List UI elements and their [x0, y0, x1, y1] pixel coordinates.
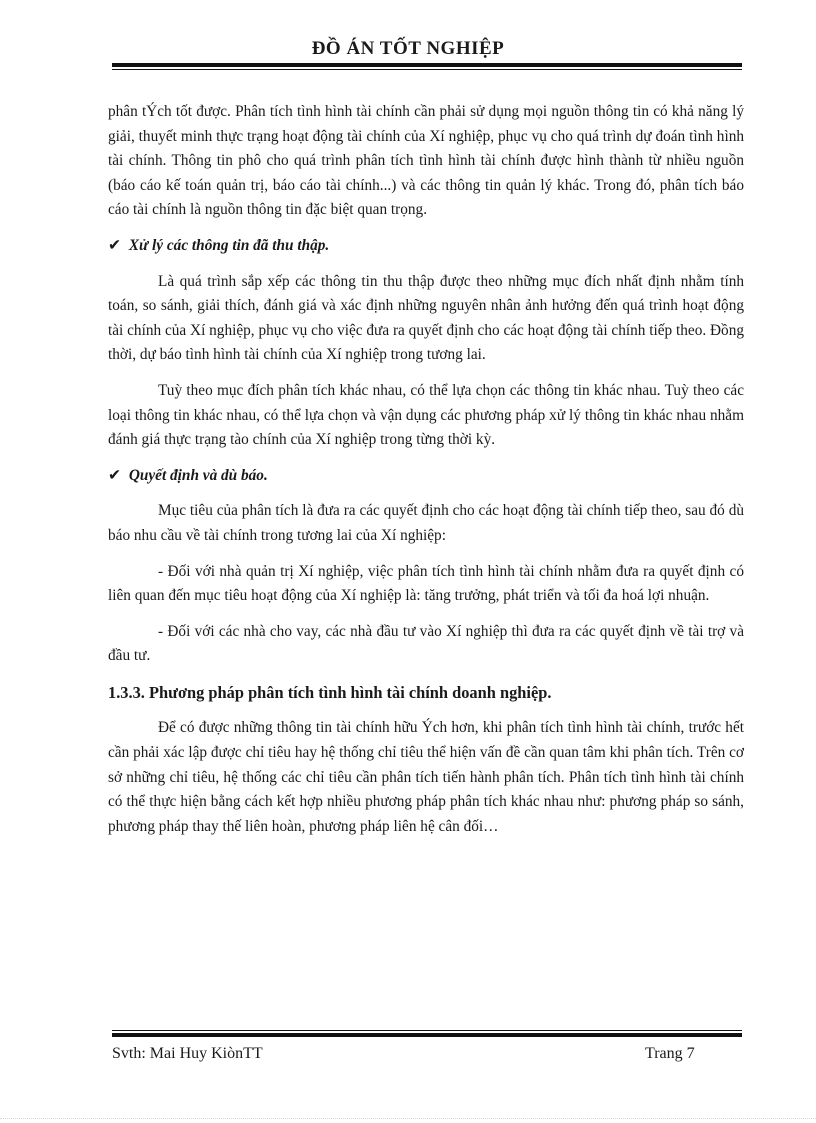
bullet-heading-process [108, 234, 744, 259]
paragraph-4: Mục tiêu của phân tích là đưa ra các quyết định cho các hoạt động tài chính tiếp theo, sau đó dù báo nhu cầu về tài chính trong tương lai của Xí nghiệp: [108, 502, 744, 544]
checkmark-icon: ✔ [108, 236, 121, 254]
paragraph-7: Để có được những thông tin tài chính hữu Ých hơn, khi phân tích tình hình tài chính, trước hết cần phải xác lập được chỉ tiêu hay hệ thống chỉ tiêu thể hiện vấn đề cần quan tâm khi phân tích. Trên cơ sở những chỉ tiêu, hệ thống các chỉ tiêu cần phân tích tiến hành phân tích. Phân tích tình hình tài chính có thể thực hiện bằng cách kết hợp nhiều phương pháp phân tích khác nhau như: phương pháp so sánh, phương pháp thay thế liên hoàn, phương pháp liên hệ cân đối… [108, 719, 744, 835]
page-body [108, 100, 744, 839]
footer-rule-thin [112, 1030, 742, 1031]
paragraph-1: phân tÝch tốt được. Phân tích tình hình tài chính cần phải sử dụng mọi nguồn thông tin có khả năng lý giải, thuyết minh thực trạng hoạt động tài chính của Xí nghiệp, phục vụ cho quá trình dự đoán tình hình tài chính. Thông tin phô cho quá trình phân tích tình hình tài chính được hình thành từ nhiều nguồn (báo cáo kế toán quản trị, báo cáo tài chính...) và các thông tin quản lý khác. Trong đó, phân tích báo cáo tài chính là nguồn thông tin đặc biệt quan trọng. [108, 103, 744, 219]
footer-page-number: Trang 7 [645, 1045, 695, 1062]
header-rule-thin [112, 69, 742, 70]
footer-rule-thick [112, 1033, 742, 1037]
bullet-heading-decide [108, 464, 744, 489]
section-heading-1-3-3: 1.3.3. Phương pháp phân tích tình hình tài chính doanh nghiệp. [108, 682, 552, 702]
paragraph-5: - Đối với nhà quản trị Xí nghiệp, việc phân tích tình hình tài chính nhằm đưa ra quyết định có liên quan đến mục tiêu hoạt động của Xí nghiệp là: tăng trưởng, phát triển và tối đa hoá lợi nhuận. [108, 562, 744, 605]
page-bottom-border [0, 1118, 816, 1119]
paragraph-3: Tuỳ theo mục đích phân tích khác nhau, có thể lựa chọn các thông tin khác nhau. Tuỳ theo các loại thông tin khác nhau, có thể lựa chọn và vận dụng các phương pháp xử lý thông tin khác nhau nhằm đánh giá thực trạng tào chính của Xí nghiệp trong từng thời kỳ. [108, 381, 744, 449]
paragraph-2: Là quá trình sắp xếp các thông tin thu thập được theo những mục đích nhất định nhằm tính toán, so sánh, giải thích, đánh giá và xác định những nguyên nhân ảnh hưởng đến quá trình hoạt động tài chính của Xí nghiệp, phục vụ cho việc đưa ra quyết định cho các hoạt động tài chính tiếp theo. Đồng thời, dự báo tình hình tài chính của Xí nghiệp trong tương lai. [108, 272, 744, 364]
header-rule-thick [112, 63, 742, 67]
bullet-heading-decide-label: Quyết định và dù báo. [128, 466, 268, 484]
page-header-title: ĐỒ ÁN TỐT NGHIỆP [311, 38, 505, 59]
bullet-heading-process-label: Xử lý các thông tin đã thu thập. [128, 236, 330, 254]
footer-author: Svth: Mai Huy KiònTT [112, 1045, 263, 1062]
checkmark-icon: ✔ [108, 466, 121, 484]
paragraph-6: - Đối với các nhà cho vay, các nhà đầu tư vào Xí nghiệp thì đưa ra các quyết định về tài trợ và đầu tư. [108, 622, 744, 665]
